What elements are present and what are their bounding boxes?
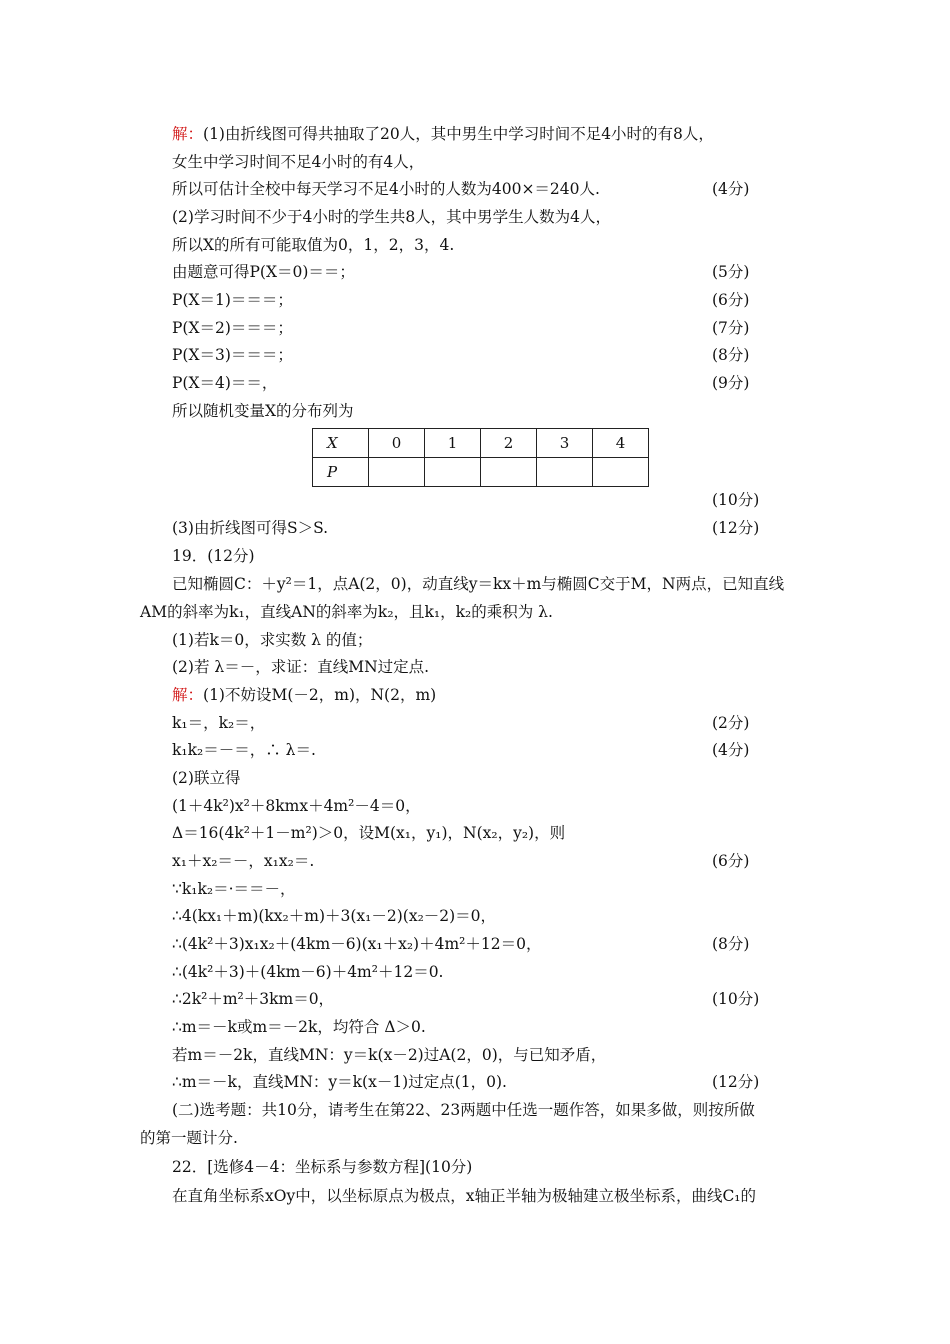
line-26: ∴4(kx₁＋m)(kx₂＋m)＋3(x₁－2)(x₂－2)＝0， bbox=[172, 907, 497, 925]
table-cell bbox=[481, 458, 537, 487]
question-22-heading: 22．[选修4－4：坐标系与参数方程](10分) bbox=[172, 1158, 473, 1176]
line-33: (二)选考题：共10分，请考生在第22、23两题中任选一题作答，如果多做，则按所做 bbox=[172, 1101, 755, 1119]
line-25: ∵k₁k₂＝·＝＝－， bbox=[172, 880, 296, 898]
line-28: ∴(4k²＋3)＋(4km－6)＋4m²＋12＝0. bbox=[172, 963, 444, 981]
score-mark: (6分) bbox=[712, 852, 750, 870]
score-mark: (6分) bbox=[712, 291, 750, 309]
solution-line-1 bbox=[172, 124, 714, 144]
line-20: k₁k₂＝－＝，∴ λ＝. bbox=[172, 741, 316, 759]
line-21: (2)联立得 bbox=[172, 769, 241, 787]
line-31: 若m＝－2k，直线MN：y＝k(x－2)过A(2，0)，与已知矛盾， bbox=[172, 1046, 607, 1064]
line-8: P(X＝2)＝＝＝； bbox=[172, 319, 293, 337]
line-3: 所以可估计全校中每天学习不足4小时的人数为400×＝240人. bbox=[172, 180, 600, 198]
score-mark: (8分) bbox=[712, 346, 750, 364]
score-mark: (4分) bbox=[712, 741, 750, 759]
score-mark: (9分) bbox=[712, 374, 750, 392]
line-12: (3)由折线图可得S＞S. bbox=[172, 519, 329, 537]
table-cell: 1 bbox=[425, 429, 481, 458]
table-cell: X bbox=[313, 429, 369, 458]
line-36: 在直角坐标系xOy中，以坐标原点为极点，x轴正半轴为极轴建立极坐标系，曲线C₁的 bbox=[172, 1187, 757, 1205]
line-7: P(X＝1)＝＝＝； bbox=[172, 291, 293, 309]
line-34: 的第一题计分. bbox=[140, 1129, 238, 1147]
score-mark: (5分) bbox=[712, 263, 750, 281]
table-cell bbox=[369, 458, 425, 487]
line-4: (2)学习时间不少于4小时的学生共8人，其中男学生人数为4人， bbox=[172, 208, 612, 226]
score-mark: (4分) bbox=[712, 180, 750, 198]
score-mark: (12分) bbox=[712, 1073, 760, 1091]
line-16: (1)若k＝0，求实数 λ 的值； bbox=[172, 631, 373, 649]
score-mark: (10分) bbox=[712, 491, 760, 509]
line-9: P(X＝3)＝＝＝； bbox=[172, 346, 293, 364]
line-32: ∴m＝－k，直线MN：y＝k(x－1)过定点(1，0). bbox=[172, 1073, 507, 1091]
line-27: ∴(4k²＋3)x₁x₂＋(4km－6)(x₁＋x₂)＋4m²＋12＝0， bbox=[172, 935, 542, 953]
table-cell: 4 bbox=[593, 429, 649, 458]
table-cell: 2 bbox=[481, 429, 537, 458]
table-cell: P bbox=[313, 458, 369, 487]
line-22: (1＋4k²)x²＋8kmx＋4m²－4＝0， bbox=[172, 797, 421, 815]
distribution-table bbox=[312, 428, 649, 487]
table-cell: 3 bbox=[537, 429, 593, 458]
score-mark: (10分) bbox=[712, 990, 760, 1008]
table-cell bbox=[537, 458, 593, 487]
score-mark: (7分) bbox=[712, 319, 750, 337]
table-cell bbox=[425, 458, 481, 487]
line-11: 所以随机变量X的分布列为 bbox=[172, 402, 354, 420]
solution-label: 解： bbox=[172, 686, 204, 704]
table-row bbox=[313, 458, 649, 487]
line-2: 女生中学习时间不足4小时的有4人， bbox=[172, 153, 425, 171]
score-mark: (2分) bbox=[712, 714, 750, 732]
line-14: 已知椭圆C：＋y²＝1，点A(2，0)，动直线y＝kx＋m与椭圆C交于M，N两点，已知直线 bbox=[172, 575, 785, 593]
score-mark: (12分) bbox=[712, 519, 760, 537]
solution-line-18 bbox=[172, 685, 436, 705]
line-24: x₁＋x₂＝－，x₁x₂＝. bbox=[172, 852, 315, 870]
line-5: 所以X的所有可能取值为0，1，2，3，4. bbox=[172, 236, 455, 254]
table-row bbox=[313, 429, 649, 458]
line-6: 由题意可得P(X＝0)＝＝； bbox=[172, 263, 355, 281]
line-10: P(X＝4)＝＝， bbox=[172, 374, 278, 392]
line-29: ∴2k²＋m²＋3km＝0， bbox=[172, 990, 335, 1008]
line-17: (2)若 λ＝－，求证：直线MN过定点. bbox=[172, 658, 430, 676]
solution-label: 解： bbox=[172, 125, 204, 143]
score-mark: (8分) bbox=[712, 935, 750, 953]
line-23: Δ＝16(4k²＋1－m²)＞0，设M(x₁，y₁)，N(x₂，y₂)，则 bbox=[172, 824, 566, 842]
line-text: (1)不妨设M(－2，m)，N(2，m) bbox=[203, 686, 437, 704]
line-30: ∴m＝－k或m＝－2k，均符合 Δ＞0. bbox=[172, 1018, 426, 1036]
table-cell bbox=[593, 458, 649, 487]
line-19: k₁＝，k₂＝， bbox=[172, 714, 266, 732]
question-19-heading: 19．(12分) bbox=[172, 547, 255, 565]
line-text: (1)由折线图可得共抽取了20人，其中男生中学习时间不足4小时的有8人， bbox=[203, 125, 714, 143]
line-15: AM的斜率为k₁，直线AN的斜率为k₂，且k₁，k₂的乘积为 λ. bbox=[140, 603, 553, 621]
table-cell: 0 bbox=[369, 429, 425, 458]
